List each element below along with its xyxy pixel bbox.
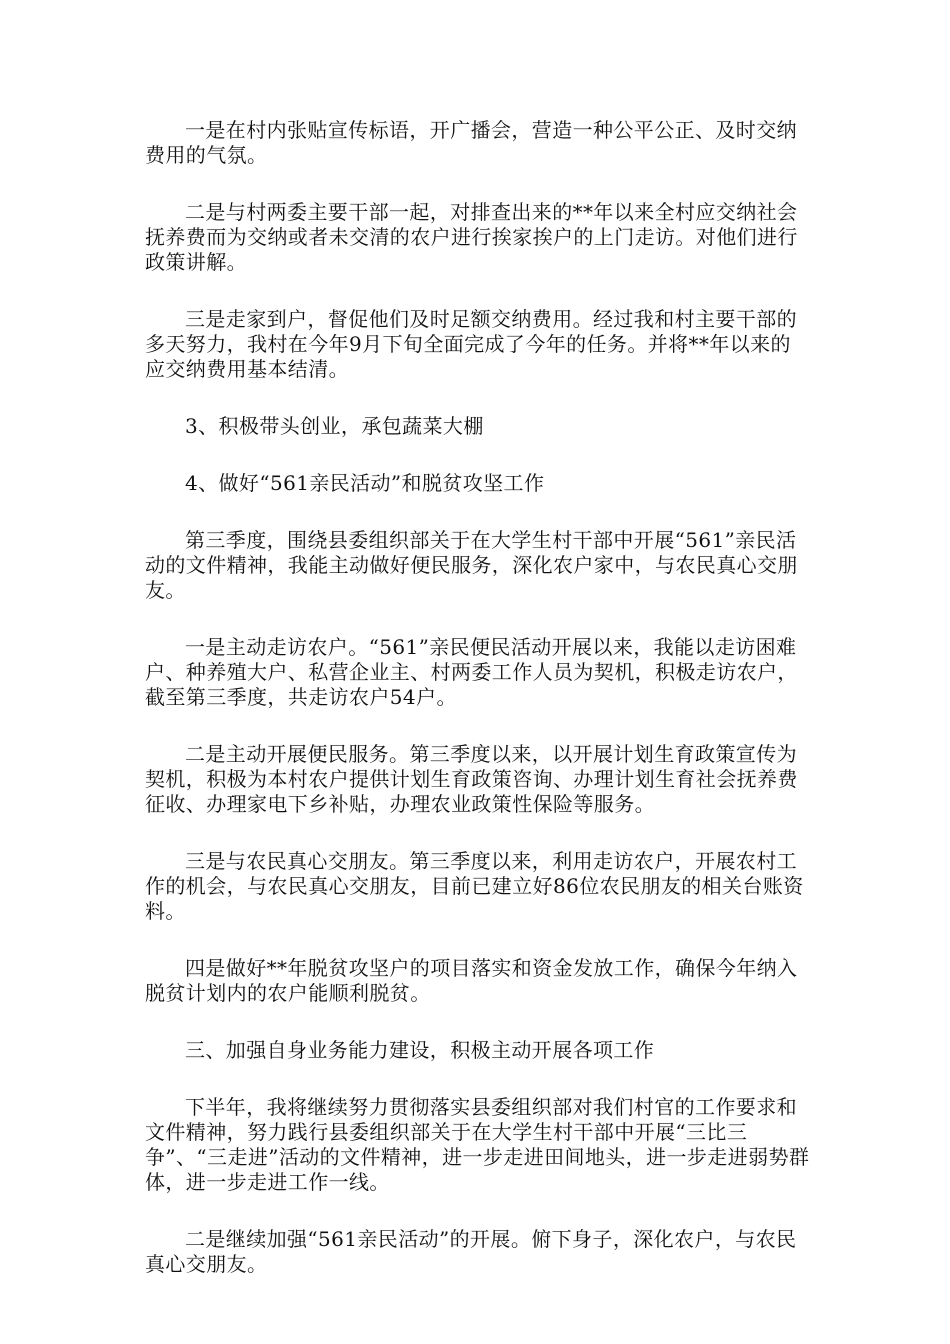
paragraph: 三是与农民真心交朋友。第三季度以来，利用走访农户，开展农村工作的机会，与农民真心交朋友，目前已建立好86位农民朋友的相关台账资料。 [145, 849, 804, 923]
paragraph: 三是走家到户，督促他们及时足额交纳费用。经过我和村主要干部的多天努力，我村在今年9月下旬全面完成了今年的任务。并将**年以来的应交纳费用基本结清。 [145, 307, 797, 381]
paragraph: 二是与村两委主要干部一起，对排查出来的**年以来全村应交纳社会抚养费而为交纳或者未交清的农户进行挨家挨户的上门走访。对他们进行政策讲解。 [145, 200, 798, 274]
paragraph: 二是继续加强“561亲民活动”的开展。俯下身子，深化农户，与农民真心交朋友。 [145, 1227, 797, 1276]
paragraph: 一是在村内张贴宣传标语，开广播会，营造一种公平公正、及时交纳费用的气氛。 [145, 118, 797, 167]
paragraph: 第三季度，围绕县委组织部关于在大学生村干部中开展“561”亲民活动的文件精神，我能主动做好便民服务，深化农户家中，与农民真心交朋友。 [145, 528, 798, 602]
paragraph: 二是主动开展便民服务。第三季度以来，以开展计划生育政策宣传为契机，积极为本村农户提供计划生育政策咨询、办理计划生育社会抚养费征收、办理家电下乡补贴，办理农业政策性保险等服务。 [145, 742, 798, 816]
paragraph: 一是主动走访农户。“561”亲民便民活动开展以来，我能以走访困难户、种养殖大户、私营企业主、村两委工作人员为契机，积极走访农户，截至第三季度，共走访农户54户。 [145, 635, 798, 709]
section-heading: 4、做好“561亲民活动”和脱贫攻坚工作 [185, 471, 545, 495]
paragraph: 四是做好**年脱贫攻坚户的项目落实和资金发放工作，确保今年纳入脱贫计划内的农户能顺利脱贫。 [145, 956, 798, 1005]
document-body [145, 118, 810, 1309]
section-heading: 3、积极带头创业，承包蔬菜大棚 [185, 414, 484, 438]
paragraph: 下半年，我将继续努力贯彻落实县委组织部对我们村官的工作要求和文件精神，努力践行县委组织部关于在大学生村干部中开展“三比三争”、“三走进”活动的文件精神，进一步走进田间地头，进一步走进弱势群体，进一步走进工作一线。 [145, 1095, 810, 1194]
section-heading: 三、加强自身业务能力建设，积极主动开展各项工作 [185, 1038, 655, 1062]
